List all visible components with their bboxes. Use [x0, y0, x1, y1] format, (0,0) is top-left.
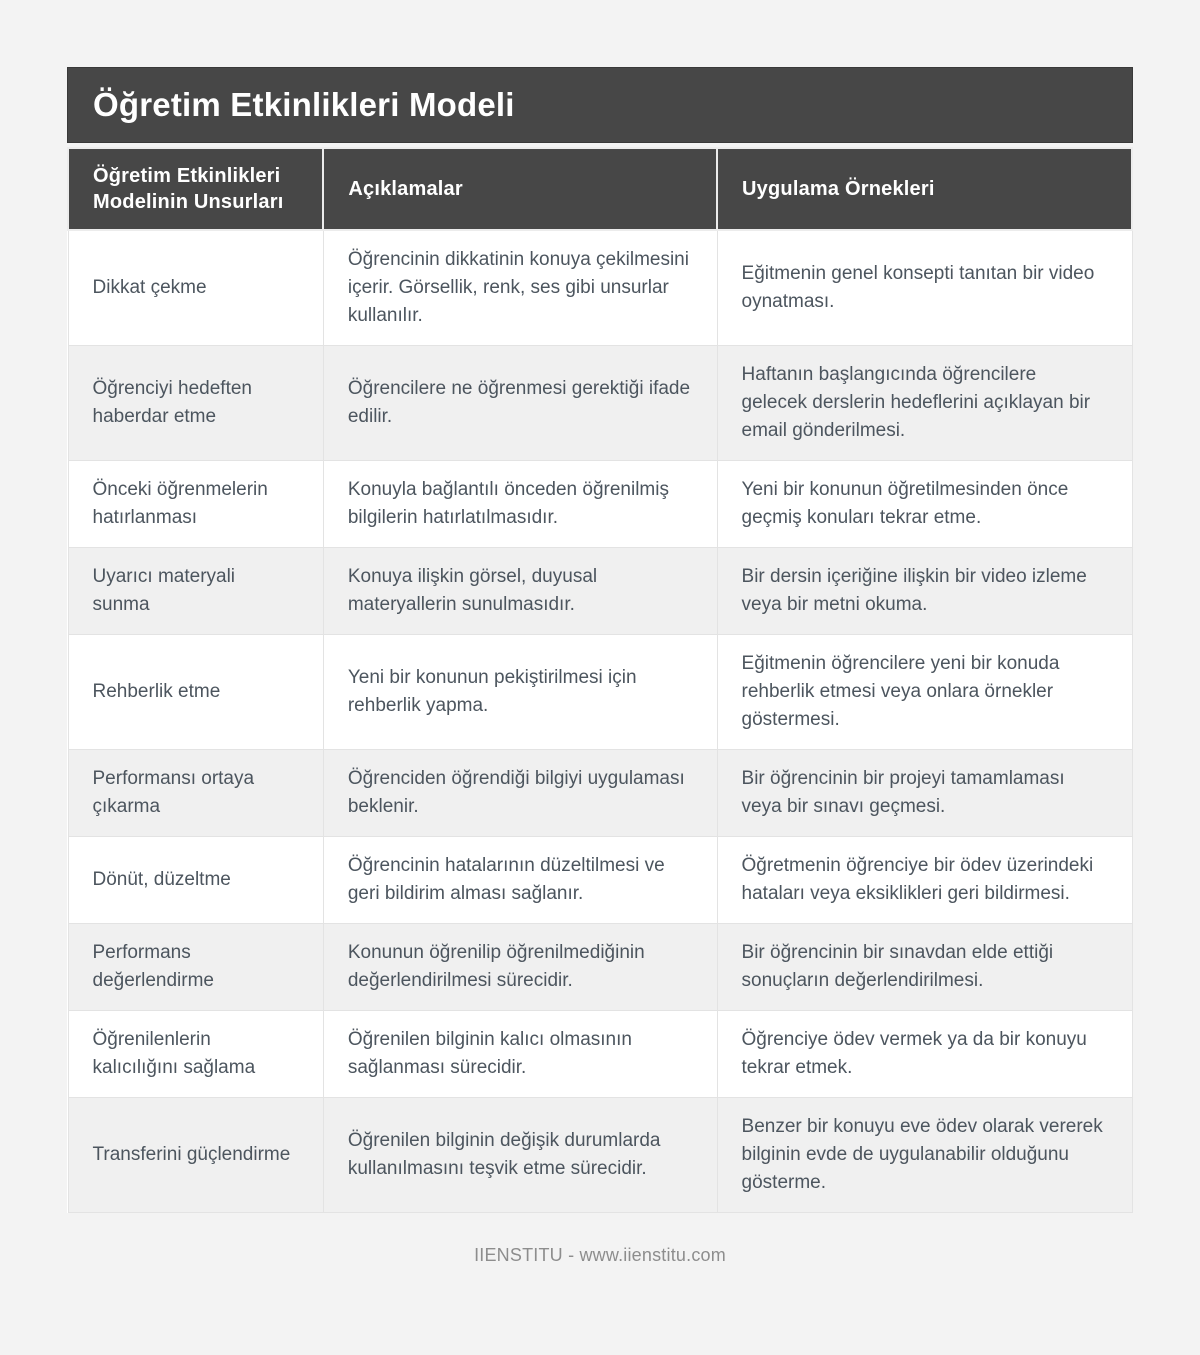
example-cell: Bir öğrencinin bir sınavdan elde ettiği sonuçların değerlendirilmesi. — [717, 924, 1132, 1011]
table-row — [68, 1098, 1132, 1213]
example-cell: Öğretmenin öğrenciye bir ödev üzerindeki hataları veya eksiklikleri geri bildirmesi. — [717, 837, 1132, 924]
footer-credit: IIENSTITU - www.iienstitu.com — [474, 1245, 726, 1265]
description-cell: Öğrenciden öğrendiği bilgiyi uygulaması beklenir. — [323, 750, 717, 837]
table-row — [68, 1011, 1132, 1098]
description-cell: Öğrenilen bilginin değişik durumlarda kullanılmasını teşvik etme sürecidir. — [323, 1098, 717, 1213]
example-cell: Eğitmenin genel konsepti tanıtan bir video oynatması. — [717, 230, 1132, 346]
element-cell: Öğrenciyi hedeften haberdar etme — [68, 346, 323, 461]
description-cell: Konuyla bağlantılı önceden öğrenilmiş bilgilerin hatırlatılmasıdır. — [323, 461, 717, 548]
teaching-model-card — [67, 67, 1133, 1266]
element-cell: Performansı ortaya çıkarma — [68, 750, 323, 837]
element-cell: Önceki öğrenmelerin hatırlanması — [68, 461, 323, 548]
description-cell: Öğrencilere ne öğrenmesi gerektiği ifade edilir. — [323, 346, 717, 461]
teaching-model-table — [67, 147, 1133, 1213]
table-header — [68, 148, 1132, 230]
table-row — [68, 230, 1132, 346]
table-row — [68, 750, 1132, 837]
table-row — [68, 924, 1132, 1011]
table-header-row — [68, 148, 1132, 230]
description-cell: Öğrencinin dikkatinin konuya çekilmesini içerir. Görsellik, renk, ses gibi unsurlar kullanılır. — [323, 230, 717, 346]
table-row — [68, 837, 1132, 924]
description-cell: Konunun öğrenilip öğrenilmediğinin değerlendirilmesi sürecidir. — [323, 924, 717, 1011]
description-cell: Öğrenilen bilginin kalıcı olmasının sağlanması sürecidir. — [323, 1011, 717, 1098]
example-cell: Bir öğrencinin bir projeyi tamamlaması veya bir sınavı geçmesi. — [717, 750, 1132, 837]
table-body — [68, 230, 1132, 1213]
table-row — [68, 548, 1132, 635]
element-cell: Dikkat çekme — [68, 230, 323, 346]
element-cell: Öğrenilenlerin kalıcılığını sağlama — [68, 1011, 323, 1098]
description-cell: Konuya ilişkin görsel, duyusal materyallerin sunulmasıdır. — [323, 548, 717, 635]
element-cell: Performans değerlendirme — [68, 924, 323, 1011]
element-cell: Rehberlik etme — [68, 635, 323, 750]
description-cell: Yeni bir konunun pekiştirilmesi için rehberlik yapma. — [323, 635, 717, 750]
column-header-examples: Uygulama Örnekleri — [717, 148, 1132, 230]
page-title: Öğretim Etkinlikleri Modeli — [67, 67, 1133, 143]
column-header-descriptions: Açıklamalar — [323, 148, 717, 230]
example-cell: Yeni bir konunun öğretilmesinden önce geçmiş konuları tekrar etme. — [717, 461, 1132, 548]
example-cell: Benzer bir konuyu eve ödev olarak vererek bilginin evde de uygulanabilir olduğunu gösterme. — [717, 1098, 1132, 1213]
description-cell: Öğrencinin hatalarının düzeltilmesi ve geri bildirim alması sağlanır. — [323, 837, 717, 924]
example-cell: Eğitmenin öğrencilere yeni bir konuda rehberlik etmesi veya onlara örnekler göstermesi. — [717, 635, 1132, 750]
example-cell: Öğrenciye ödev vermek ya da bir konuyu tekrar etmek. — [717, 1011, 1132, 1098]
element-cell: Uyarıcı materyali sunma — [68, 548, 323, 635]
table-row — [68, 635, 1132, 750]
example-cell: Haftanın başlangıcında öğrencilere gelecek derslerin hedeflerini açıklayan bir email gönderilmesi. — [717, 346, 1132, 461]
table-row — [68, 346, 1132, 461]
element-cell: Transferini güçlendirme — [68, 1098, 323, 1213]
element-cell: Dönüt, düzeltme — [68, 837, 323, 924]
column-header-elements: Öğretim Etkinlikleri Modelinin Unsurları — [68, 148, 323, 230]
table-row — [68, 461, 1132, 548]
example-cell: Bir dersin içeriğine ilişkin bir video izleme veya bir metni okuma. — [717, 548, 1132, 635]
